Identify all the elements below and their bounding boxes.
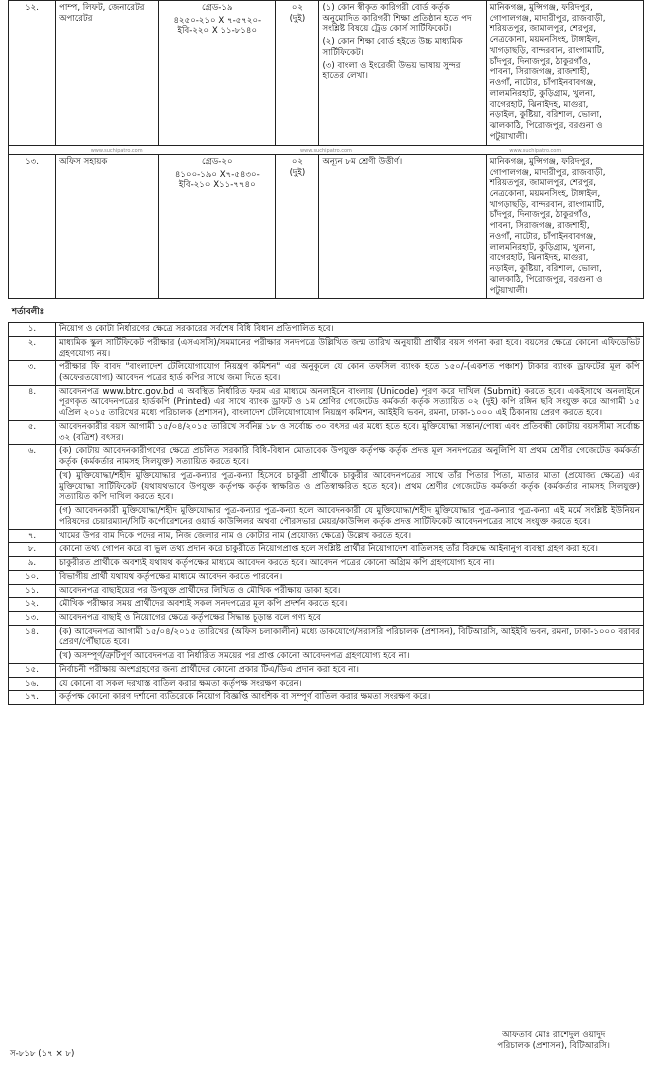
condition-row <box>9 505 644 529</box>
watermark-text: www.suchipatro.com <box>300 147 352 154</box>
print-code: স-৮১৮ (১৭ × ৮) <box>10 1049 75 1059</box>
district-line: লালমনিরহাট, কুড়িগ্রাম, খুলনা, <box>489 88 596 99</box>
condition-text: মৌখিক পরীক্ষার সময় প্রার্থীদের অবশ্যই সকল সনদপত্রের মূল কপি প্রদর্শন করতে হবে। <box>56 598 644 612</box>
table-row <box>9 154 644 299</box>
condition-row <box>9 557 644 571</box>
district-line: লালমনিরহাট, কুড়িগ্রাম, খুলনা, <box>489 242 596 253</box>
pay-grade: গ্রেড-১৯ <box>202 3 233 13</box>
conditions-title: শর্তাবলীঃ <box>12 307 45 318</box>
district-line: নেত্রকোনা, ময়মনসিংহ, টাঙ্গাইল, <box>489 35 601 46</box>
condition-row <box>9 598 644 612</box>
district-line: পটুয়াখালী। <box>489 285 528 296</box>
pay-scale: ৪২৫০-২১০ X ৭-৫৭২০-ইবি-২২০ X ১১-৮১৪০ <box>173 15 262 37</box>
district-line: নওগাঁ, নাটোর, চাঁপাইনবাবগঞ্জ, <box>489 231 597 242</box>
qualification-item: (১) কোন স্বীকৃত কারিগরী বোর্ড কর্তৃক অনুমোদিত কারিগরী শিক্ষা প্রতিষ্ঠান হতে পদ সংশ্লিষ্ট বিষয়ে ট্রেড কোর্স সার্টিফিকেট। <box>322 3 472 35</box>
district-line: মানিকগঞ্জ, মুন্সিগঞ্জ, ফরিদপুর, <box>489 156 593 167</box>
signature-name: আফতাব মোঃ রাশেদুল ওয়াদুদ <box>502 1030 606 1040</box>
watermark-text: www.suchipatro.com <box>90 147 143 154</box>
district-line: গোপালগঞ্জ, মাদারীপুর, রাজবাড়ী, <box>489 167 606 178</box>
district-line: খাগড়াছড়ি, বান্দরবান, রাংগামাটি, <box>489 45 605 56</box>
condition-number: ১০. <box>9 570 56 584</box>
condition-number: ১. <box>9 323 56 337</box>
condition-number: ১৬. <box>9 677 56 691</box>
district-line: পটুয়াখালী। <box>489 131 528 142</box>
signature-title: পরিচালক (প্রশাসন), বিটিআরসি। <box>497 1040 610 1051</box>
district-line: নেত্রকোনা, ময়মনসিংহ, টাঙ্গাইল, <box>489 189 601 199</box>
condition-text: আবেদনপত্র বাছাইয়ের পর উপযুক্ত প্রার্থীদের লিখিত ও মৌখিক পরীক্ষায় ডাকা হবে। <box>56 584 644 598</box>
watermark-strip <box>12 146 640 154</box>
condition-text: কোনো তথ্য গোপন করে বা ভুল তথ্য প্রদান করে চাকুরীতে নিয়োগপ্রাপ্ত হলে সংশ্লিষ্ট প্রার্থীর নিয়োগাদেশ বাতিলসহ তাঁর বিরুদ্ধে আইনানুগ ব্যবস্থা গ্রহণ করা হবে। <box>56 543 644 557</box>
condition-number: ১৪. <box>9 625 56 663</box>
district-line: পাবনা, সিরাজগঞ্জ, রাজশাহী, <box>489 67 590 78</box>
district-line: ঝালকাঠি, পিরোজপুর, বরগুনা ও <box>489 121 603 132</box>
qualification-item: (৩) বাংলা ও ইংরেজী উভয় ভাষায় সুন্দর হাতের লেখা। <box>322 60 461 82</box>
district-line: ঝালকাঠি, পিরোজপুর, বরগুনা ও <box>489 274 603 285</box>
condition-text: চাকুরীরত প্রার্থীকে অবশ্যই যথাযথ কর্তৃপক্ষের মাধ্যমে আবেদন করতে হবে। আবেদন পত্রের কোনো অগ্রিম কপি গ্রহণযোগ্য হবে না। <box>56 557 644 571</box>
pay-grade: গ্রেড-২০ <box>202 156 233 167</box>
post-serial: ১২. <box>9 1 56 146</box>
district-line: মানিকগঞ্জ, মুন্সিগঞ্জ, ফরিদপুর, <box>489 3 593 13</box>
condition-text: (খ) মুক্তিযোদ্ধা/শহীদ মুক্তিযোদ্ধার পুত্র-কন্যার পুত্র-কন্যা হিসেবে চাকুরী প্রার্থীকে চাকুরীর আবেদনপত্রের সাথে তাঁর পিতার পিতা, মাতার মাতা (প্রযোজ্য ক্ষেত্রে) এর মুক্তিযোদ্ধা সার্টিফিকেট (যথাযথভাবে উপযুক্ত কর্তৃপক্ষ কর্তৃক স্বাক্ষরিত ও প্রতিস্বাক্ষরিত হতে হবে)। প্রথম শ্রেণীর গেজেটেড কর্মকর্তা কর্তৃক (কর্মকর্তার নামসহ সিলযুক্ত) সত্যায়িত কপি দাখিল করতে হবে। <box>56 469 644 504</box>
district-line: নড়াইল, কুষ্টিয়া, বরিশাল, ভোলা, <box>489 110 602 121</box>
condition-row <box>9 650 644 664</box>
condition-text: পরীক্ষার ফি বাবদ "বাংলাদেশ টেলিযোগাযোগ নিয়ন্ত্রণ কমিশন" এর অনুকূলে যে কোন তফসিল ব্যাংক হতে ১৫০/-(একশত পঞ্চাশ) টাকার ব্যাংক ড্রাফটের মূল কপি (অফেরতযোগ্য) আবেদন পত্রের হার্ড কপির সাথে জমা দিতে হবে। <box>56 361 644 385</box>
condition-row <box>9 323 644 337</box>
condition-row <box>9 543 644 557</box>
post-scale <box>159 1 276 146</box>
district-line: শরিয়তপুর, জামালপুর, শেরপুর, <box>489 178 596 189</box>
condition-text: মাধ্যমিক স্কুল সার্টিফিকেট পরীক্ষার (এসএসসি)/সমমানের পরীক্ষার সনদপত্রে উল্লিখিত জন্ম তারিখ অনুযায়ী প্রার্থীর বয়স গণনা করা হবে। বয়সের ক্ষেত্রে কোনো এফিডেভিট গ্রহণযোগ্য নয়। <box>56 336 644 360</box>
condition-text: নিয়োগ ও কোটা নির্ধারণের ক্ষেত্রে সরকারের সর্বশেষ বিধি বিধান প্রতিপালিত হবে। <box>56 323 644 337</box>
condition-number: ৪. <box>9 385 56 420</box>
district-line: বাগেরহাট, ঝিনাইদহ, মাগুরা, <box>489 99 589 110</box>
condition-number: ১১. <box>9 584 56 598</box>
post-qualifications <box>319 154 486 299</box>
condition-row <box>9 584 644 598</box>
condition-text: বিভাগীয় প্রার্থী যথাযথ কর্তৃপক্ষের মাধ্যমে আবেদন করতে পারবেন। <box>56 570 644 584</box>
district-line: শরিয়তপুর, জামালপুর, শেরপুর, <box>489 24 596 35</box>
condition-text: (খ) অসম্পূর্ণ/ত্রুটিপূর্ণ আবেদনপত্র বা নির্ধারিত সময়ের পর প্রাপ্ত কোনো আবেদনপত্র গ্রহণযোগ্য হবে না। <box>56 650 644 664</box>
posts-table <box>8 0 644 299</box>
condition-text: আবেদনপত্র বাছাই ও নিয়োগের ক্ষেত্রে কর্তৃপক্ষের সিদ্ধান্ত চূড়ান্ত বলে গণ্য হবে <box>56 611 644 625</box>
condition-text: খামের উপর বাম দিকে পদের নাম, নিজ জেলার নাম ও কোটার নাম (প্রযোজ্য ক্ষেত্রে) উল্লেখ করতে হবে। <box>56 529 644 543</box>
condition-text: (ক) আবেদনপত্র আগামী ১৫/০৪/২০১৫ তারিখের (অফিস চলাকালীন) মধ্যে ডাকযোগে/সরাসরি পরিচালক (প্রশাসন), বিটিআরসি, আইইবি ভবন, রমনা, ঢাকা-১০০০ বরাবর প্রেরণ/পৌঁছাতে হবে। <box>56 625 644 649</box>
post-count <box>276 154 319 299</box>
condition-row <box>9 663 644 677</box>
condition-row <box>9 625 644 649</box>
district-line: চাঁদপুর, দিনাজপুর, ঠাকুরগাঁও, <box>489 210 591 221</box>
table-row <box>9 1 644 146</box>
post-name: অফিস সহায়ক <box>56 154 159 299</box>
condition-number: ৫. <box>9 420 56 444</box>
post-count <box>276 1 319 146</box>
condition-row <box>9 361 644 385</box>
district-line: গোপালগঞ্জ, মাদারীপুর, রাজবাড়ী, <box>489 13 606 24</box>
district-line: বাগেরহাট, ঝিনাইদহ, মাগুরা, <box>489 253 589 264</box>
condition-number: ৬. <box>9 445 56 529</box>
condition-number: ৩. <box>9 361 56 385</box>
condition-text: যে কোনো বা সকল দরখাস্ত বাতিল করার ক্ষমতা কর্তৃপক্ষ সংরক্ষণ করেন। <box>56 677 644 691</box>
qualification-item: অন্যূন ৮ম শ্রেণী উত্তীর্ণ। <box>322 156 403 167</box>
condition-number: ১৭. <box>9 691 56 705</box>
post-serial: ১৩. <box>9 154 56 299</box>
condition-number: ১৩. <box>9 611 56 625</box>
district-line: নওগাঁ, নাটোর, চাঁপাইনবাবগঞ্জ, <box>489 78 597 89</box>
post-count-number: ০২ <box>291 3 304 13</box>
condition-text: (গ) আবেদনকারী মুক্তিযোদ্ধা/শহীদ মুক্তিযোদ্ধার পুত্র-কন্যার পুত্র-কন্যা হলে আবেদনকারী যে মুক্তিযোদ্ধা/শহীদ মুক্তিযোদ্ধার পুত্র-কন্যার পুত্র-কন্যা এই মর্মে সংশ্লিষ্ট ইউনিয়ন পরিষদের চেয়ারম্যান/সিটি কর্পোরেশনের ওয়ার্ড কাউন্সিলর অথবা পৌরসভার মেয়র/কাউন্সিল কর্তৃক প্রদত্ত সার্টিফিকেট আবেদনপত্রের সাথে সংযুক্ত করতে হবে। <box>56 505 644 529</box>
condition-row <box>9 420 644 444</box>
condition-number: ১৫. <box>9 663 56 677</box>
watermark-text: www.suchipatro.com <box>509 147 562 154</box>
condition-number: ৮. <box>9 543 56 557</box>
condition-number: ১২. <box>9 598 56 612</box>
condition-row <box>9 336 644 360</box>
qualification-item: (২) কোন শিক্ষা বোর্ড হইতে উচ্চ মাধ্যমিক সার্টিফিকেট। <box>322 37 463 58</box>
signature-block <box>497 1030 610 1051</box>
condition-number: ২. <box>9 336 56 360</box>
condition-row <box>9 570 644 584</box>
condition-text: আবেদনকারীর বয়স আগামী ১৫/০৪/২০১৫ তারিখে সর্বনিম্ন ১৮ ও সর্বোচ্চ ৩০ বৎসর এর মধ্যে হতে হবে। মুক্তিযোদ্ধা সন্তান/পোষ্য এবং প্রতিবন্ধী কোটায় বয়সসীমা সর্বোচ্চ ৩২ (বত্রিশ) বৎসর। <box>56 420 644 444</box>
condition-number: ৭. <box>9 529 56 543</box>
pay-scale: ৪১০০-১৯০ X৭-৫৪৩০-ইবি-২১০ X১১-৭৭৪০ <box>174 169 260 191</box>
conditions-table <box>8 322 644 705</box>
post-qualifications <box>319 1 486 146</box>
watermark-cell <box>9 145 644 154</box>
condition-row <box>9 691 644 705</box>
condition-row <box>9 445 644 469</box>
post-count-words: (দুই) <box>289 13 306 24</box>
post-scale <box>159 154 276 299</box>
condition-text: নির্বাচনী পরীক্ষায় অংশগ্রহণের জন্য প্রার্থীদের কোনো প্রকার টিএ/ডিএ প্রদান করা হবে না। <box>56 663 644 677</box>
post-districts <box>486 154 643 299</box>
condition-text: কর্তৃপক্ষ কোনো কারণ দর্শানো ব্যতিরেকে নিয়োগ বিজ্ঞপ্তি আংশিক বা সম্পূর্ণ বাতিল করার ক্ষমতা সংরক্ষণ করে। <box>56 691 644 705</box>
post-name: পাম্প, লিফট, জেনারেটর অপারেটর <box>56 1 159 146</box>
condition-row <box>9 469 644 504</box>
watermark-row <box>9 145 644 154</box>
condition-row <box>9 611 644 625</box>
district-line: চাঁদপুর, দিনাজপুর, ঠাকুরগাঁও, <box>489 56 591 67</box>
post-count-number: ০২ <box>291 156 304 167</box>
district-line: নড়াইল, কুষ্টিয়া, বরিশাল, ভোলা, <box>489 264 602 275</box>
district-line: পাবনা, সিরাজগঞ্জ, রাজশাহী, <box>489 221 590 232</box>
post-districts <box>486 1 643 146</box>
condition-number: ৯. <box>9 557 56 571</box>
post-count-words: (দুই) <box>289 167 306 178</box>
condition-text: (ক) কোটায় আবেদনকারীগণের ক্ষেত্রে প্রচলিত সরকারি বিধি-বিধান মোতাবেক উপযুক্ত কর্তৃপক্ষ কর্তৃক প্রদত্ত মূল সনদপত্রের অনুলিপি যা প্রথম শ্রেণীর গেজেটেড কর্মকর্তা কর্তৃক (কর্মকর্তার নামসহ সিলযুক্ত) সত্যায়িত করতে হবে। <box>56 445 644 469</box>
condition-row <box>9 677 644 691</box>
condition-row <box>9 529 644 543</box>
condition-text: আবেদনপত্র www.btrc.gov.bd এ অবস্থিত নির্ধারিত ফরম এর মাধ্যমে অনলাইনে বাংলায় (Unicode) পূরণ করে দাখিল (Submit) করতে হবে। একইসাথে অনলাইনে পূরণকৃত আবেদনপত্রের হার্ডকপি (Printed) এর সাথে ব্যাংক ড্রাফট ও ১ম শ্রেণির গেজেটেড কর্মকর্তা কর্তৃক সত্যায়িত ০২ (দুই) কপি রঙ্গিন ছবি সংযুক্ত করে আগামী ১৫ এপ্রিল ২০১৫ তারিখের মধ্যে পরিচালক (প্রশাসন), বাংলাদেশ টেলিযোগাযোগ নিয়ন্ত্রণ কমিশন, আইইবি ভবন, রমনা, ঢাকা-১০০০ এই ঠিকানায় প্রেরণ করতে হবে। <box>56 385 644 420</box>
condition-row <box>9 385 644 420</box>
district-line: খাগড়াছড়ি, বান্দরবান, রাংগামাটি, <box>489 199 605 210</box>
